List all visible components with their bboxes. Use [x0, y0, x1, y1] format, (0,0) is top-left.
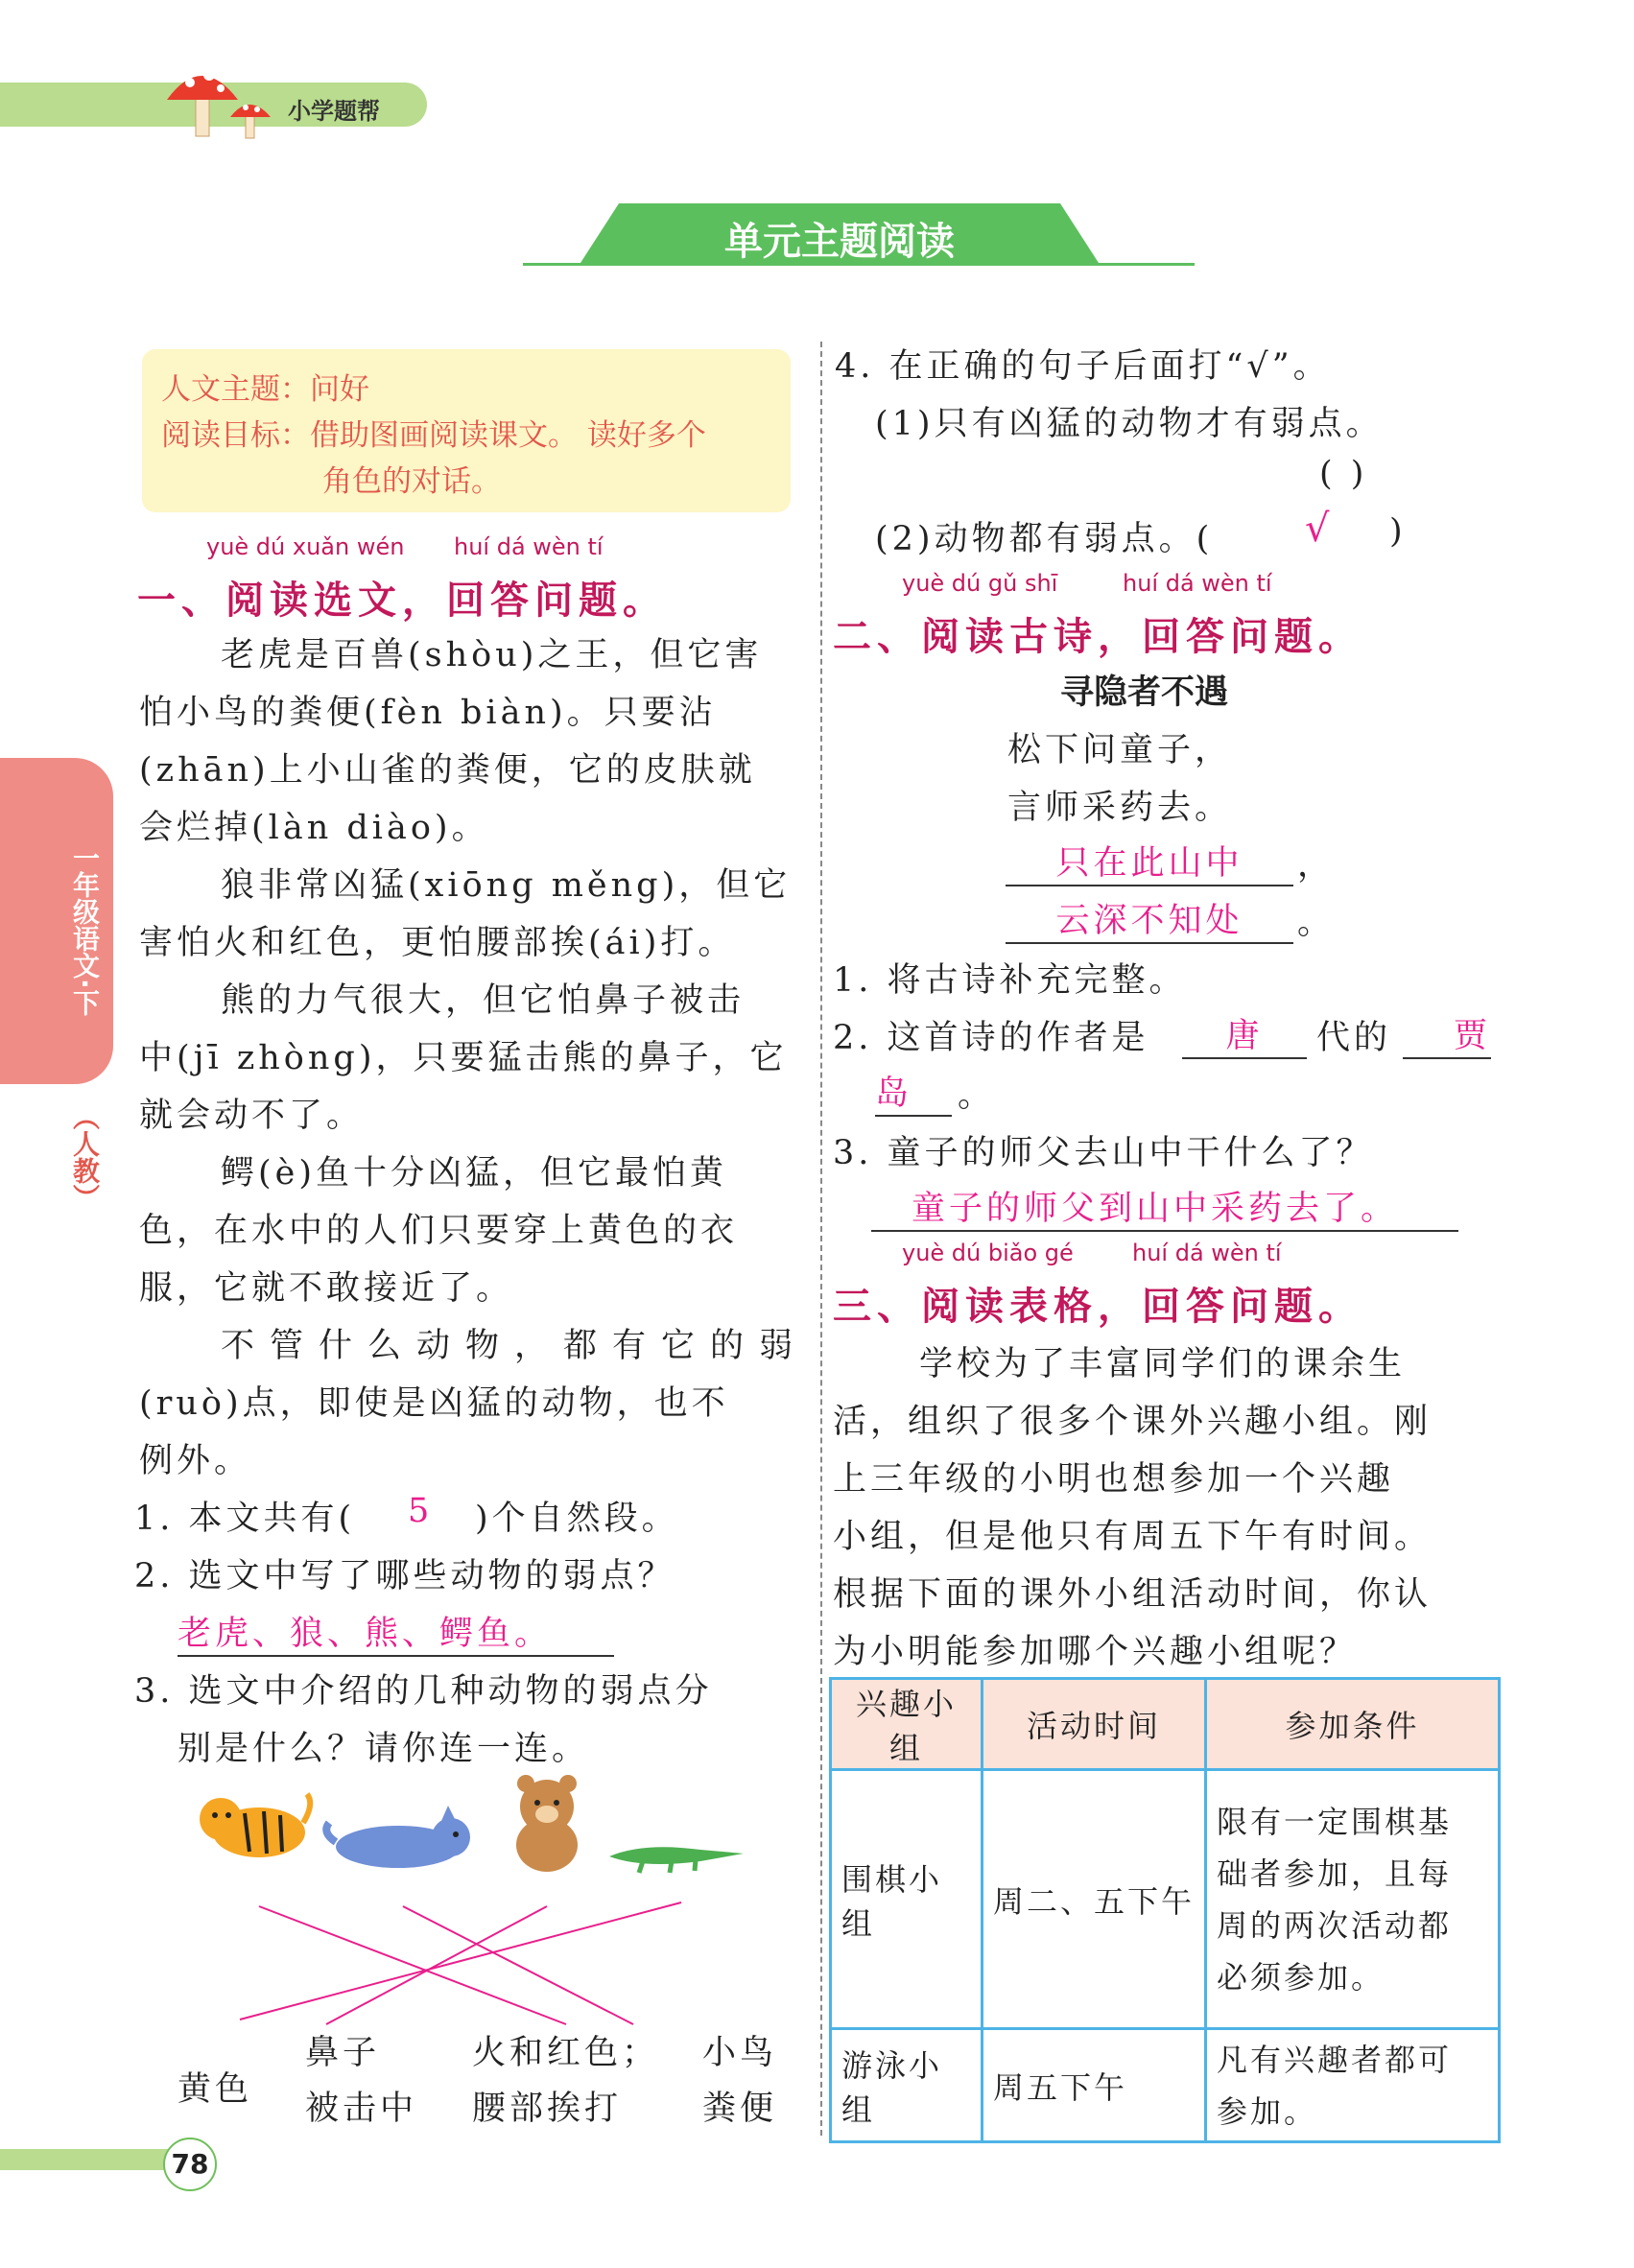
- brand-label: 小学题帮: [288, 98, 380, 125]
- sec2-q2-end: 。: [958, 1076, 996, 1115]
- passage-line: (ruò)点，即使是凶猛的动物，也不: [139, 1384, 729, 1423]
- passage-line: 不管什么动物，都有它的弱: [221, 1327, 809, 1365]
- poem-answer-1[interactable]: 只在此山中: [1006, 837, 1293, 886]
- sec2-q1: 1. 将古诗补充完整。: [833, 961, 1187, 1000]
- side-tab-label: 一年级语文·下: [69, 844, 101, 1016]
- q1-text-end: )个自然段。: [475, 1500, 679, 1538]
- sec2-q2-author-1[interactable]: 贾: [1403, 1009, 1491, 1059]
- table-header: 活动时间: [983, 1679, 1206, 1770]
- q4-text: 4. 在正确的句子后面打“√”。: [835, 347, 1331, 386]
- table-header: 兴趣小组: [831, 1679, 983, 1770]
- passage-line: 害怕火和红色，更怕腰部挨(ái)打。: [139, 924, 736, 962]
- sec3-line: 学校为了丰富同学们的课余生: [919, 1345, 1407, 1383]
- passage-line: 中(jī zhòng)，只要猛击熊的鼻子，它: [139, 1039, 788, 1077]
- match-nose: 鼻子: [305, 2034, 381, 2072]
- passage-line: 就会动不了。: [139, 1097, 365, 1135]
- poem-period: 。: [1297, 904, 1336, 942]
- cond-line: 必须参加。: [1217, 1958, 1385, 1996]
- passage-line: 服，它就不敢接近了。: [139, 1269, 514, 1308]
- table-cell-time: 周五下午: [983, 2029, 1206, 2142]
- q4-1-paren[interactable]: ( ): [1319, 455, 1368, 493]
- sec1-pinyin-1: yuè dú xuǎn wén: [206, 533, 405, 560]
- cond-line: 础者参加，且每: [1217, 1855, 1453, 1892]
- poem-answer-2[interactable]: 云深不知处: [1006, 894, 1293, 944]
- sec2-q2-dynasty[interactable]: 唐: [1182, 1009, 1307, 1059]
- sec3-line: 为小明能参加哪个兴趣小组呢？: [833, 1633, 1358, 1671]
- cond-line: 参加。: [1217, 2092, 1318, 2130]
- info-goal-line2: 角色的对话。: [322, 464, 501, 499]
- passage-line: 怕小鸟的粪便(fèn biàn)。只要沾: [139, 694, 717, 732]
- poem-title: 寻隐者不遇: [1060, 673, 1229, 712]
- q2-answer[interactable]: 老虎、狼、熊、鳄鱼。: [178, 1607, 614, 1657]
- matching-lines: [230, 1895, 729, 2029]
- passage-line: 色，在水中的人们只要穿上黄色的衣: [139, 1212, 739, 1250]
- sec2-title: 二、阅读古诗，回答问题。: [833, 615, 1362, 659]
- sec2-pinyin-2: huí dá wèn tí: [1123, 570, 1272, 597]
- passage-line: 熊的力气很大，但它怕鼻子被击: [221, 981, 746, 1020]
- mushroom-icon: [163, 58, 278, 144]
- crocodile-image: [604, 1832, 748, 1876]
- info-goal-line1: 阅读目标：借助图画阅读课文。 读好多个: [161, 418, 706, 453]
- page-number: 78: [163, 2138, 217, 2191]
- passage-line: 例外。: [139, 1442, 252, 1480]
- wolf-image: [321, 1804, 475, 1876]
- passage-line: 会烂掉(làn diào)。: [139, 809, 489, 847]
- sec1-title: 一、阅读选文，回答问题。: [137, 579, 667, 623]
- table-cell-cond: [1206, 2029, 1500, 2142]
- cond-line: 周的两次活动都: [1217, 1906, 1453, 1944]
- sec1-pinyin-2: huí dá wèn tí: [454, 533, 604, 560]
- info-theme: 人文主题：问好: [161, 372, 369, 407]
- passage-line: (zhān)上小山雀的粪便，它的皮肤就: [139, 751, 756, 790]
- sec3-title: 三、阅读表格，回答问题。: [833, 1285, 1362, 1329]
- passage-line: 鳄(è)鱼十分凶猛，但它最怕黄: [221, 1154, 728, 1193]
- sec2-q3-answer[interactable]: 童子的师父到山中采药去了。: [871, 1182, 1458, 1232]
- table-cell-group: 围棋小组: [831, 1770, 983, 2029]
- unit-title: 单元主题阅读: [724, 220, 955, 264]
- q4-2-text: (2)动物都有弱点。(: [875, 520, 1214, 558]
- q3-text-2: 别是什么？请你连一连。: [178, 1730, 590, 1768]
- passage-line: 老虎是百兽(shòu)之王，但它害: [221, 636, 763, 674]
- table-row: [831, 1770, 1500, 2029]
- match-fire: 火和红色；: [472, 2034, 660, 2072]
- table-row: [831, 2029, 1500, 2142]
- sec2-q2-mid: 代的: [1316, 1019, 1392, 1057]
- match-waist: 腰部挨打: [472, 2090, 623, 2128]
- unit-title-banner: [523, 203, 1195, 271]
- table-header-row: [831, 1679, 1500, 1770]
- match-hit: 被击中: [305, 2090, 418, 2128]
- table-cell-time: 周二、五下午: [983, 1770, 1206, 2029]
- footer-bar: [0, 2149, 173, 2170]
- bear-image: [499, 1770, 595, 1876]
- q1-answer[interactable]: 5: [408, 1492, 434, 1530]
- edition-label: （人教）: [69, 1103, 101, 1211]
- cond-line: 凡有兴趣者都可: [1217, 2041, 1453, 2078]
- sec2-q2-author-2[interactable]: 岛: [875, 1067, 952, 1117]
- sec3-line: 根据下面的课外小组活动时间，你认: [833, 1575, 1433, 1614]
- sec3-pinyin-2: huí dá wèn tí: [1132, 1240, 1282, 1266]
- q4-2-close: ): [1389, 512, 1407, 551]
- column-divider: [820, 342, 822, 2136]
- sec3-pinyin-1: yuè dú biǎo gé: [902, 1240, 1074, 1266]
- sec3-line: 上三年级的小明也想参加一个兴趣: [833, 1460, 1395, 1499]
- interest-group-table: [829, 1677, 1501, 2143]
- sec3-line: 小组，但是他只有周五下午有时间。: [833, 1518, 1433, 1556]
- q2-text: 2. 选文中写了哪些动物的弱点？: [134, 1557, 675, 1595]
- cond-line: 限有一定围棋基: [1217, 1803, 1453, 1840]
- poem-line-2: 言师采药去。: [1007, 789, 1233, 827]
- table-cell-cond: [1206, 1770, 1500, 2029]
- table-header: 参加条件: [1206, 1679, 1500, 1770]
- table-cell-group: 游泳小组: [831, 2029, 983, 2142]
- info-box: [142, 349, 791, 512]
- sec3-line: 活，组织了很多个课外兴趣小组。刚: [833, 1403, 1433, 1441]
- q4-1-text: (1)只有凶猛的动物才有弱点。: [875, 405, 1384, 443]
- poem-line-1: 松下问童子，: [1007, 731, 1233, 769]
- q4-2-answer[interactable]: √: [1305, 507, 1334, 551]
- sec2-q2: 2. 这首诗的作者是: [833, 1019, 1149, 1057]
- match-droppings: 粪便: [702, 2090, 778, 2128]
- q1-text: 1. 本文共有(: [134, 1500, 356, 1538]
- q3-text-1: 3. 选文中介绍的几种动物的弱点分: [134, 1672, 713, 1711]
- sec2-q3: 3. 童子的师父去山中干什么了？: [833, 1134, 1374, 1172]
- match-yellow: 黄色: [178, 2070, 253, 2109]
- sec2-pinyin-1: yuè dú gǔ shī: [902, 570, 1058, 597]
- passage-line: 狼非常凶猛(xiōng měng)，但它: [221, 866, 792, 905]
- poem-comma: ，: [1297, 846, 1336, 885]
- tiger-image: [192, 1784, 317, 1871]
- match-bird: 小鸟: [702, 2034, 778, 2072]
